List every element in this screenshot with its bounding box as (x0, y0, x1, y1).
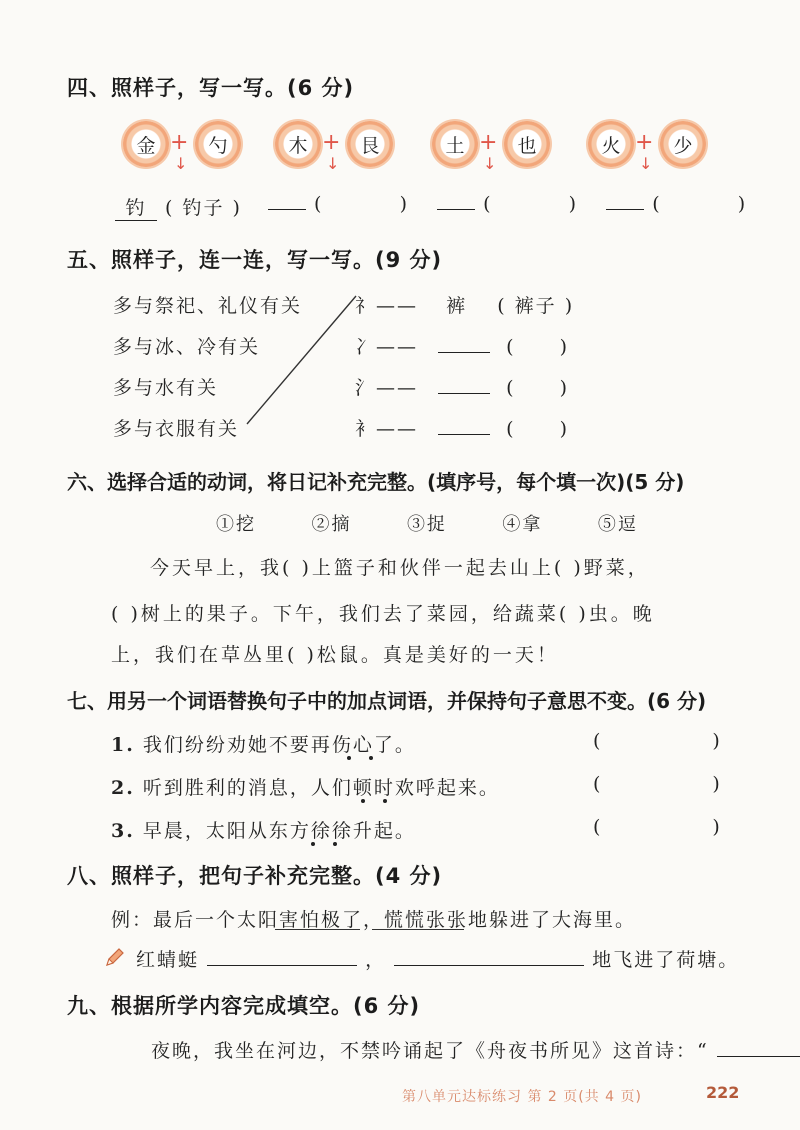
option: ①挖 (216, 514, 256, 535)
emphasis-dot (311, 842, 315, 846)
section-4-title: 四、照样子，写一写。(6 分) (67, 76, 355, 100)
answer-blank[interactable] (717, 1056, 800, 1057)
emphasis-dot (383, 799, 387, 803)
diary-line: 今天早上，我( )上篮子和伙伴一起去山上( )野菜， (150, 557, 650, 579)
paren-open: ( (314, 193, 324, 215)
radical-shui: 氵 (355, 377, 377, 399)
category-label: 多与祭祀、礼仪有关 (113, 295, 303, 317)
diary-line: ( )树上的果子。下午，我们去了菜园，给蔬菜( )虫。晚 (111, 603, 655, 625)
plus-sign: + (635, 130, 654, 155)
option: ③捉 (406, 514, 447, 535)
radical-shi: 礻 (355, 295, 377, 317)
paren-close: ) (568, 193, 579, 215)
answer-blank[interactable] (207, 965, 357, 966)
section-7-title: 七、用另一个词语替换句子中的加点词语，并保持句子意思不变。(6 分) (67, 689, 707, 713)
char-gen: 艮 (360, 134, 380, 157)
verb-options (216, 510, 638, 536)
radical-row: 衤—— ( ) (355, 418, 569, 440)
option: ④拿 (502, 514, 543, 535)
item-number: 3. (111, 820, 135, 842)
example-char: 钓 (115, 193, 157, 221)
answer-blank[interactable] (394, 965, 584, 966)
answer-blank[interactable] (438, 434, 490, 435)
underline-mark (372, 929, 464, 930)
emphasis-dot (347, 756, 351, 760)
poem-text: 夜晚，我坐在河边，不禁吟诵起了《舟夜书所见》这首诗：“ (151, 1040, 709, 1062)
option: ⑤逗 (597, 514, 638, 535)
example-word: ( 钓子 ) (165, 197, 242, 219)
radical-bing: 冫 (355, 336, 377, 358)
char-shao: 勺 (208, 134, 228, 157)
char-ye: 也 (517, 134, 537, 157)
category-label: 多与衣服有关 (113, 418, 240, 440)
sentence-item (111, 730, 416, 757)
prompt-end: 地飞进了荷塘。 (592, 949, 740, 971)
emphasis-dot (333, 842, 337, 846)
plus-sign: + (170, 130, 189, 155)
radical-row: 礻—— 裤 ( 裤子 ) (355, 295, 575, 317)
comma: ， (365, 949, 387, 971)
char-mu: 木 (288, 134, 308, 157)
radical-row: 冫—— ( ) (355, 336, 569, 358)
down-arrow-icon: ↓ (639, 154, 653, 173)
paren-close: ) (737, 193, 748, 215)
section-8-title: 八、照样子，把句子补充完整。(4 分) (67, 864, 443, 888)
answer-paren[interactable]: ( ) (593, 816, 722, 838)
paren-open: ( (483, 193, 493, 215)
fill-sentence (136, 945, 739, 972)
section-5-title: 五、照样子，连一连，写一写。(9 分) (67, 248, 443, 272)
radical-row: 氵—— ( ) (355, 377, 569, 399)
down-arrow-icon: ↓ (326, 154, 340, 173)
char-shao2: 少 (673, 134, 693, 157)
category-label: 多与冰、冷有关 (113, 336, 261, 358)
pencil-icon (103, 947, 125, 969)
radical-yi: 衤 (355, 418, 377, 440)
answer-paren[interactable]: ( ) (593, 773, 722, 795)
item-number: 1. (111, 734, 135, 756)
answer-paren[interactable]: ( ) (593, 730, 722, 752)
emphasis-dot (369, 756, 373, 760)
paren-close: ) (399, 193, 409, 215)
footer-label: 第八单元达标练习 第 2 页(共 4 页) (402, 1089, 642, 1105)
item-number: 2. (111, 777, 135, 799)
page-number: 222 (706, 1083, 740, 1102)
char-jin: 金 (136, 134, 156, 157)
category-label: 多与水有关 (113, 377, 219, 399)
sentence-text: 我们纷纷劝她不要再伤心了。 (142, 734, 416, 756)
answer-blank[interactable] (438, 393, 490, 394)
paren-open: ( (652, 193, 662, 215)
sentence-text: 早晨，太阳从东方徐徐升起。 (142, 820, 416, 842)
char-huo: 火 (601, 134, 621, 157)
plus-sign: + (322, 130, 341, 155)
underline-mark (275, 929, 360, 930)
prompt-start: 红蜻蜓 (136, 949, 200, 971)
option: ②摘 (311, 514, 352, 535)
down-arrow-icon: ↓ (174, 154, 188, 173)
section-6-title: 六、选择合适的动词，将日记补充完整。(填序号，每个填一次)(5 分) (67, 470, 685, 494)
emphasis-dot (361, 799, 365, 803)
example-char: 裤 (446, 295, 468, 317)
sentence-item (111, 773, 500, 800)
diary-line: 上，我们在草丛里( )松鼠。真是美好的一天！ (111, 644, 559, 666)
poem-prompt (151, 1036, 800, 1063)
section-9-title: 九、根据所学内容完成填空。(6 分) (67, 994, 421, 1018)
sentence-item (111, 816, 416, 843)
char-tu: 土 (445, 134, 465, 157)
down-arrow-icon: ↓ (483, 154, 497, 173)
example-word: ( 裤子 ) (497, 295, 575, 317)
plus-sign: + (479, 130, 498, 155)
sentence-text: 听到胜利的消息，人们顿时欢呼起来。 (142, 777, 500, 799)
example-sentence: 例：最后一个太阳害怕极了，慌慌张张地躲进了大海里。 (111, 909, 637, 931)
answer-blank[interactable] (438, 352, 490, 353)
